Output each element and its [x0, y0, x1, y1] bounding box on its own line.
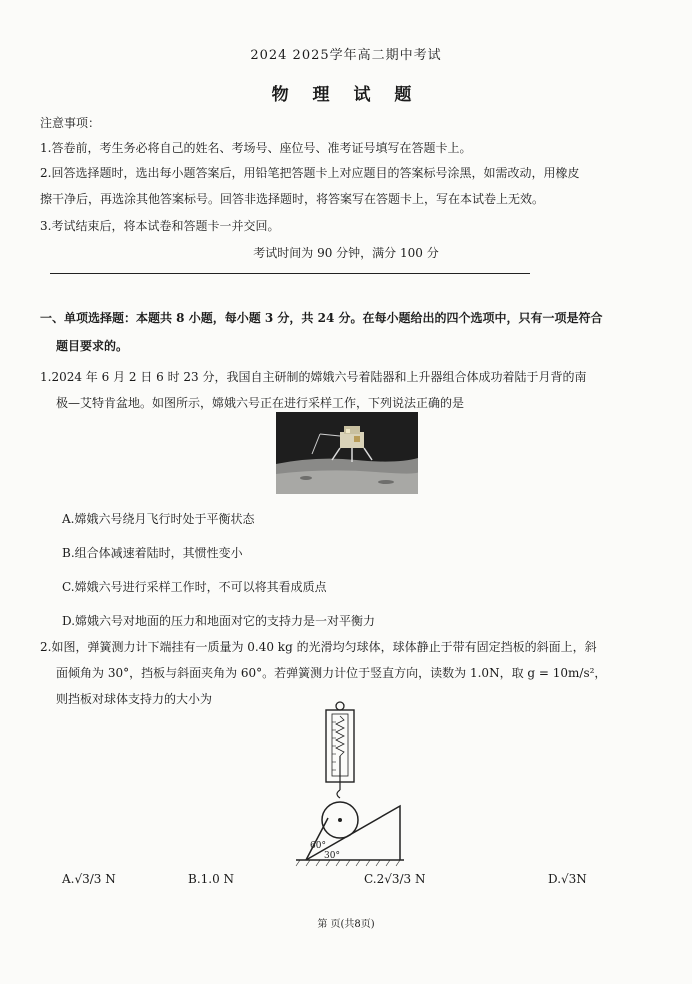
note-1: 1.答卷前，考生务必将自己的姓名、考场号、座位号、准考证号填写在答题卡上。: [40, 141, 472, 155]
section-heading: [40, 304, 660, 360]
exam-time: 考试时间为 90 分钟，满分 100 分: [253, 246, 439, 260]
angle-30-label: 30°: [324, 851, 340, 861]
q1-line1: 1.2024 年 6 月 2 日 6 时 23 分，我国自主研制的嫦娥六号着陆器和上升器组合体成功着陆于月背的南: [40, 370, 587, 384]
q2-line1: 2.如图，弹簧测力计下端挂有一质量为 0.40 kg 的光滑均匀球体，球体静止于带有固定挡板的斜面上，斜: [40, 640, 597, 654]
q1-stem: [40, 364, 665, 416]
change6-photo: [276, 412, 418, 494]
q1-option-c: C.嫦娥六号进行采样工作时，不可以将其看成质点: [62, 580, 327, 594]
exam-title: 2024 2025学年高二期中考试: [250, 48, 442, 63]
q2-line2: 面倾角为 30°，挡板与斜面夹角为 60°。若弹簧测力计位于竖直方向，读数为 1.0N，取 g = 10m/s²，: [56, 666, 607, 680]
q2-line3: 则挡板对球体支持力的大小为: [56, 692, 213, 706]
q2-choice-a: A.√3/3 N: [62, 872, 116, 886]
page-footer: 第 页(共8页): [317, 919, 375, 930]
q2-choice-c: C.2√3/3 N: [364, 872, 426, 886]
q1-option-b: B.组合体减速着陆时，其惯性变小: [62, 546, 243, 560]
section-heading-line1: 一、单项选择题：本题共 8 小题，每小题 3 分，共 24 分。在每小题给出的四个选项中，只有一项是符合: [40, 311, 603, 325]
spring-scale-diagram: [288, 700, 418, 870]
q1-option-d: D.嫦娥六号对地面的压力和地面对它的支持力是一对平衡力: [62, 614, 376, 628]
angle-60-label: 60°: [310, 841, 326, 851]
q1-line2: 极—艾特肯盆地。如图所示，嫦娥六号正在进行采样工作，下列说法正确的是: [56, 396, 465, 410]
q2-choice-d: D.√3N: [548, 872, 587, 886]
subject-title: 物 理 试 题: [271, 85, 421, 105]
notes-heading: 注意事项：: [40, 116, 101, 130]
q1-option-a: A.嫦娥六号绕月飞行时处于平衡状态: [62, 512, 255, 526]
section-heading-line2: 题目要求的。: [56, 339, 129, 353]
q2-choice-b: B.1.0 N: [188, 872, 235, 886]
note-2: 2.回答选择题时，选出每小题答案后，用铅笔把答题卡上对应题目的答案标号涂黑，如需改动，用橡皮: [40, 166, 580, 180]
divider: [50, 273, 530, 274]
note-2-cont: 擦干净后，再选涂其他答案标号。回答非选择题时，将答案写在答题卡上，写在本试卷上无效。: [40, 192, 545, 206]
note-3: 3.考试结束后，将本试卷和答题卡一并交回。: [40, 219, 280, 233]
